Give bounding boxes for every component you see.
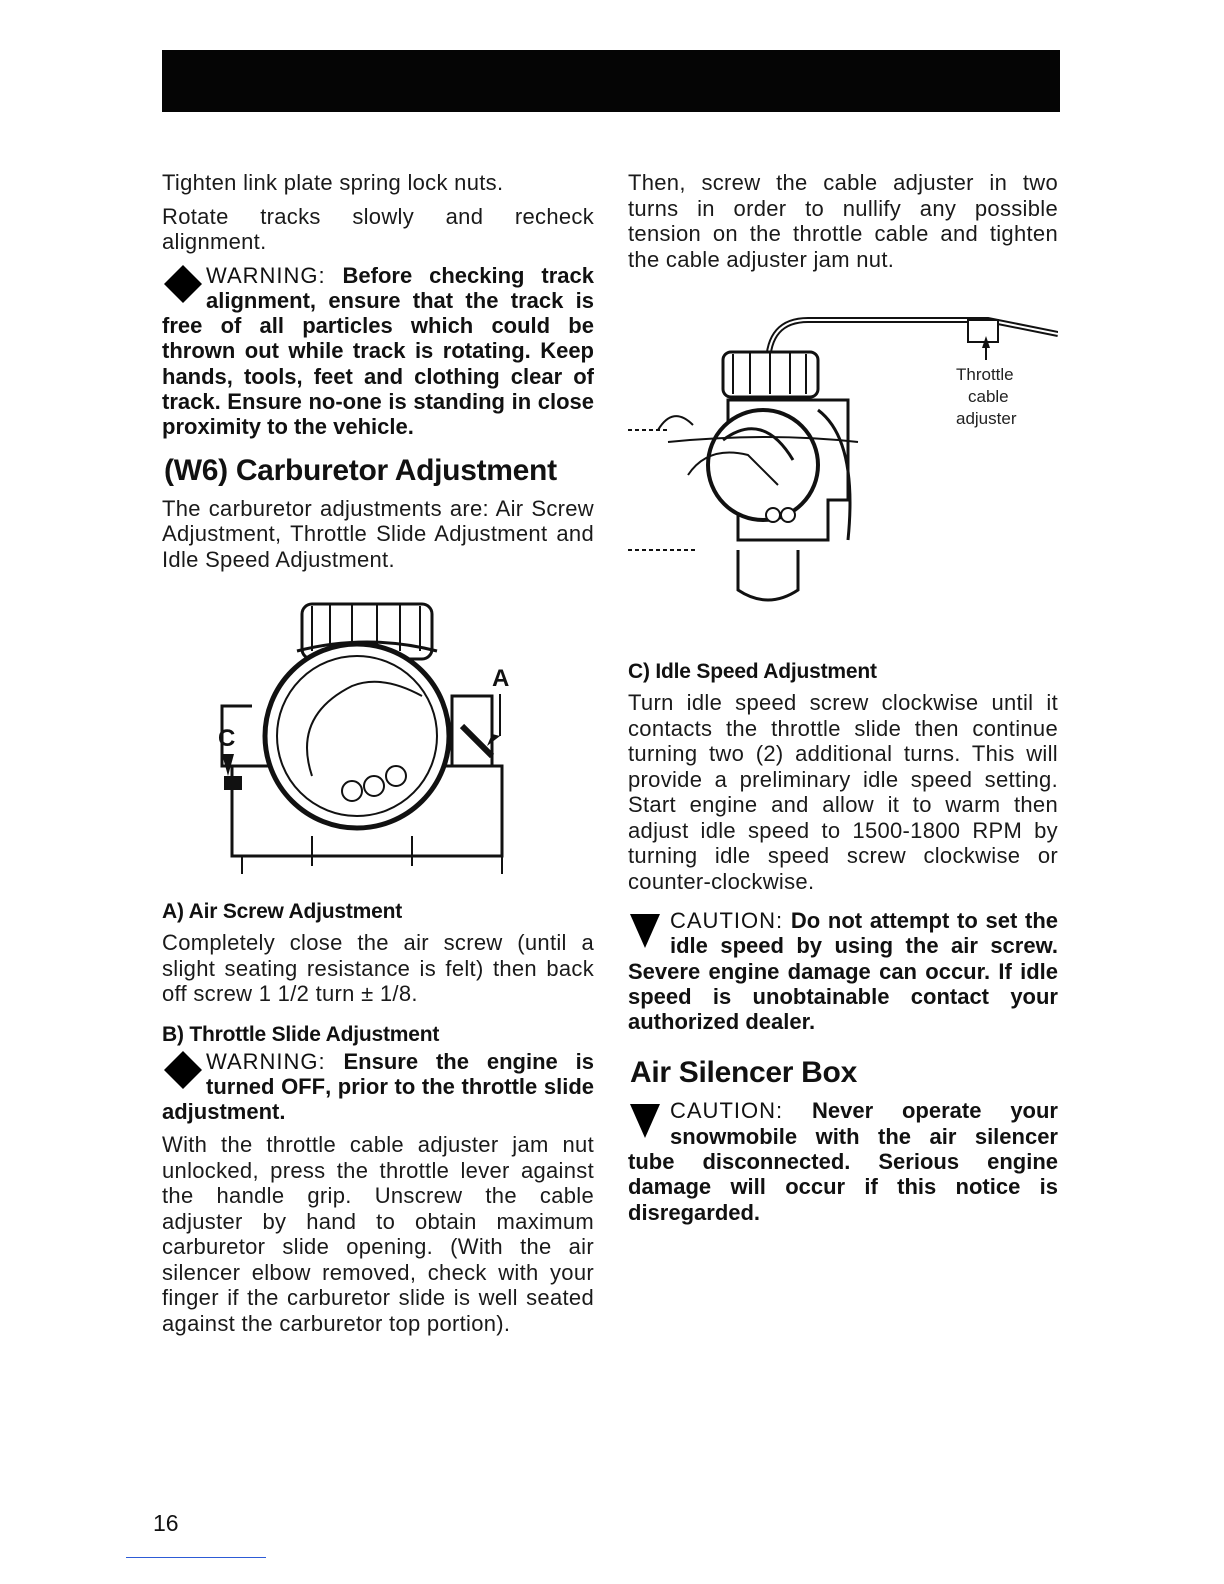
paragraph-idle-speed: Turn idle speed screw clockwise until it contacts the throttle slide then continue turning two (2) additional turns. This will provide a preliminary idle speed setting. Start engine and allow it to warm then adjust idle speed to 1500-1800 RPM by turning idle speed screw clockwise or counter-clockwise.: [628, 690, 1058, 894]
cable-illustration: [628, 290, 1058, 640]
paragraph-carburetor-intro: The carburetor adjustments are: Air Screw Adjustment, Throttle Slide Adjustment and Idle Speed Adjustment.: [162, 495, 594, 572]
paragraph-throttle-slide: With the throttle cable adjuster jam nut unlocked, press the throttle lever against the handle grip. Unscrew the cable adjuster by hand to obtain maximum carburetor slide opening. (With the air silencer elbow removed, check with your finger if the carburetor slide is well seated against the carburetor top portion).: [162, 1132, 594, 1336]
caution-triangle-icon: [628, 910, 662, 950]
subsection-title-throttle-slide: B) Throttle Slide Adjustment: [162, 1022, 440, 1046]
section-title-carburetor: (W6) Carburetor Adjustment: [164, 453, 557, 487]
paragraph-air-screw: Completely close the air screw (until a slight seating resistance is felt) then back off screw 1 1/2 turn ± 1/8.: [162, 930, 594, 1007]
warning-lead: WARNING:: [206, 262, 326, 288]
page-number: 16: [153, 1510, 179, 1536]
figure-label-a: A: [492, 665, 510, 693]
paragraph-cable-adjuster: Then, screw the cable adjuster in two turns in order to nullify any possible tension on the throttle cable and tighten the cable adjuster jam nut.: [628, 170, 1058, 272]
caution-lead: CAUTION:: [670, 908, 784, 933]
warning-text: Before checking track alignment, ensure that the track is free of all particles which could be thrown out while track is rotating. Keep hands, tools, feet and clothing clear of track. Ensure no-one is standing in close proximity to the vehicle.: [162, 262, 594, 440]
figure-label-c: C: [218, 725, 236, 753]
caution-triangle-icon: [628, 1100, 662, 1140]
carburetor-figure: [162, 586, 594, 886]
warning-lead: WARNING:: [206, 1048, 326, 1074]
paragraph-tighten: Tighten link plate spring lock nuts.: [162, 170, 504, 195]
left-column: [162, 170, 594, 1344]
subsection-title-idle-speed: C) Idle Speed Adjustment: [628, 660, 877, 683]
warning-track: [162, 263, 594, 440]
figure-label-throttle: Throttle: [956, 365, 1014, 384]
right-column: [628, 170, 1058, 1233]
warning-text-pre: Ensure the engine is turned: [206, 1048, 594, 1099]
caution-lead: CAUTION:: [670, 1098, 784, 1124]
caution-text: Never operate your snowmobile with the air silencer tube disconnected. Serious engine damage will occur if this notice is disregarded.: [628, 1098, 1058, 1225]
subsection-title-air-screw: A) Air Screw Adjustment: [162, 900, 403, 924]
paragraph-rotate: Rotate tracks slowly and recheck alignment.: [162, 203, 594, 254]
carburetor-illustration: [162, 586, 594, 886]
caution-idle-speed: [628, 908, 1058, 1034]
caution-air-silencer: [628, 1098, 1058, 1224]
warning-diamond-icon: [162, 263, 204, 305]
cable-figure: [628, 290, 1058, 640]
section-title-air-silencer: Air Silencer Box: [630, 1056, 857, 1090]
figure-label-cable: cable: [968, 387, 1009, 406]
warning-text-post: , prior to the throttle slide adjustment.: [162, 1073, 594, 1125]
footer-rule: [126, 1557, 266, 1558]
figure-label-adjuster: adjuster: [956, 409, 1017, 428]
warning-throttle-slide: [162, 1049, 594, 1125]
warning-text-off: OFF: [281, 1073, 326, 1099]
warning-diamond-icon: [162, 1049, 204, 1091]
caution-text: Do not attempt to set the idle speed by using the air screw. Severe engine damage can occur. If idle speed is unobtainable contact your authorized dealer.: [628, 908, 1058, 1035]
header-bar: [162, 50, 1060, 112]
